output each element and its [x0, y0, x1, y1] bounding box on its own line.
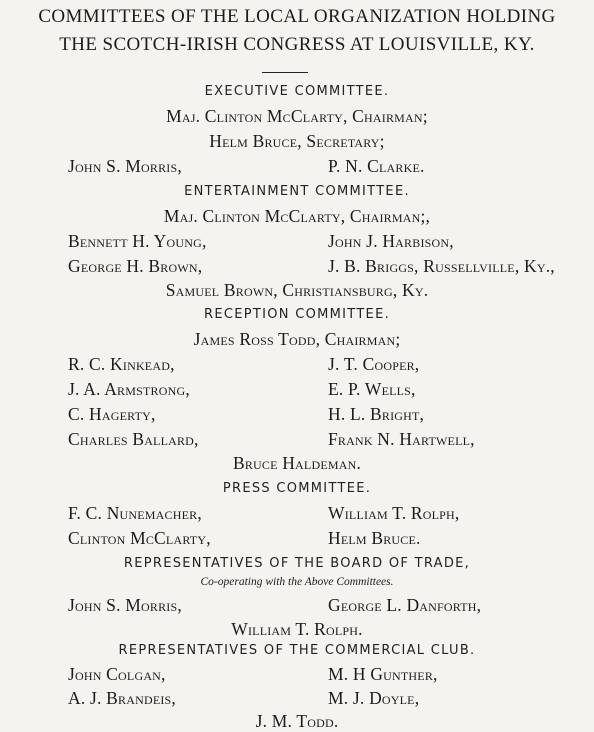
entertainment-member-last: Samuel Brown, Christiansburg, Ky. — [165, 280, 429, 300]
entertainment-member: J. B. Briggs, Russellville, Ky., — [328, 256, 555, 276]
title-line-1: COMMITTEES OF THE LOCAL ORGANIZATION HOLDING — [38, 6, 556, 27]
reception-member: C. Hagerty, — [68, 404, 156, 424]
executive-secretary: Helm Bruce, Secretary; — [209, 131, 385, 151]
reception-member: H. L. Bright, — [328, 404, 425, 424]
commercial-club-member-last: J. M. Todd. — [255, 711, 339, 731]
press-member: Helm Bruce. — [328, 528, 421, 548]
reception-member: J. A. Armstrong, — [68, 379, 190, 399]
reception-member: J. T. Cooper, — [328, 354, 420, 374]
commercial-club-heading: REPRESENTATIVES OF THE COMMERCIAL CLUB. — [118, 643, 476, 658]
title-line-2: THE SCOTCH-IRISH CONGRESS AT LOUISVILLE, KY. — [59, 34, 535, 55]
commercial-club-member: A. J. Brandeis, — [68, 688, 176, 708]
board-of-trade-note: Co-operating with the Above Committees. — [200, 576, 394, 588]
press-heading: PRESS COMMITTEE. — [222, 481, 372, 496]
entertainment-chairman: Maj. Clinton McClarty, Chairman;, — [163, 206, 431, 226]
entertainment-member: Bennett H. Young, — [68, 231, 207, 251]
reception-member: Frank N. Hartwell, — [328, 429, 475, 449]
entertainment-heading: ENTERTAINMENT COMMITTEE. — [184, 184, 410, 199]
press-member: F. C. Nunemacher, — [68, 503, 202, 523]
commercial-club-member: M. J. Doyle, — [328, 688, 420, 708]
entertainment-member: John J. Harbison, — [328, 231, 454, 251]
executive-member: John S. Morris, — [68, 156, 182, 176]
reception-heading: RECEPTION COMMITTEE. — [203, 307, 391, 322]
entertainment-member: George H. Brown, — [68, 256, 203, 276]
reception-chairman: James Ross Todd, Chairman; — [193, 329, 401, 349]
reception-member: Charles Ballard, — [68, 429, 199, 449]
reception-member: R. C. Kinkead, — [68, 354, 175, 374]
reception-member: E. P. Wells, — [328, 379, 416, 399]
commercial-club-member: M. H Gunther, — [328, 664, 438, 684]
title-divider — [262, 72, 308, 73]
commercial-club-member: John Colgan, — [68, 664, 166, 684]
reception-member-last: Bruce Haldeman. — [232, 453, 362, 473]
board-of-trade-member: George L. Danforth, — [328, 595, 482, 615]
board-of-trade-heading: REPRESENTATIVES OF THE BOARD OF TRADE, — [123, 556, 471, 571]
executive-member: P. N. Clarke. — [328, 156, 425, 176]
executive-heading: EXECUTIVE COMMITTEE. — [204, 84, 390, 99]
board-of-trade-member: John S. Morris, — [68, 595, 182, 615]
executive-chairman: Maj. Clinton McClarty, Chairman; — [166, 106, 428, 126]
press-member: Clinton McClarty, — [68, 528, 211, 548]
board-of-trade-member-last: William T. Rolph. — [231, 619, 363, 639]
press-member: William T. Rolph, — [328, 503, 460, 523]
